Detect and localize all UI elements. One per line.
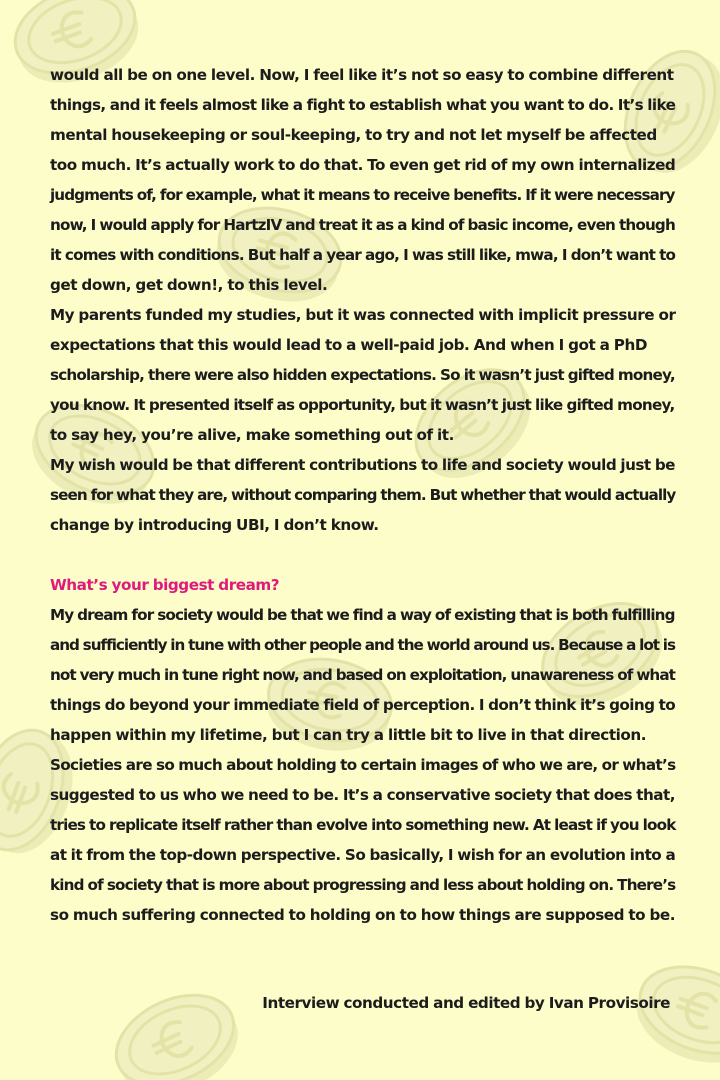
text-line: not very much in tune right now, and based on exploitation, unawareness of what xyxy=(50,666,675,684)
text-line: it comes with conditions. But half a year ago, I was still like, mwa, I don’t want to xyxy=(50,246,676,264)
text-line: so much suffering connected to holding on to how things are supposed to be. xyxy=(50,906,675,924)
euro-coin-icon xyxy=(102,978,252,1080)
paragraph-wish xyxy=(50,450,675,540)
text-line: seen for what they are, without comparing them. But whether that would actually xyxy=(50,486,676,504)
paragraph-levels xyxy=(50,60,675,300)
interview-body xyxy=(50,60,675,930)
text-line: expectations that this would lead to a well-paid job. And when I got a PhD xyxy=(50,336,648,354)
text-line: would all be on one level. Now, I feel like it’s not so easy to combine different xyxy=(50,66,674,84)
answer-paragraph-dream xyxy=(50,600,675,750)
text-line: too much. It’s actually work to do that. To even get rid of my own internalized xyxy=(50,156,676,174)
text-line: Societies are so much about holding to certain images of who we are, or what’s xyxy=(50,756,676,774)
text-line: change by introducing UBI, I don’t know. xyxy=(50,516,379,534)
text-line: judgments of, for example, what it means to receive benefits. If it were necessary xyxy=(50,186,675,204)
text-line: now, I would apply for HartzIV and treat it as a kind of basic income, even though xyxy=(50,216,675,234)
text-line: to say hey, you’re alive, make something out of it. xyxy=(50,426,454,444)
interview-credit: Interview conducted and edited by Ivan Provisoire xyxy=(262,994,670,1012)
text-line: kind of society that is more about progressing and less about holding on. There’s xyxy=(50,876,676,894)
question-heading: What’s your biggest dream? xyxy=(50,576,280,594)
text-line: happen within my lifetime, but I can try a little bit to live in that direction. xyxy=(50,726,647,744)
text-line: and sufficiently in tune with other people and the world around us. Because a lot is xyxy=(50,636,675,654)
text-line: things do beyond your immediate field of perception. I don’t think it’s going to xyxy=(50,696,676,714)
text-line: suggested to us who we need to be. It’s a conservative society that does that, xyxy=(50,786,675,804)
text-line: My dream for society would be that we find a way of existing that is both fulfilling xyxy=(50,606,675,624)
text-line: at it from the top-down perspective. So basically, I wish for an evolution into a xyxy=(50,846,676,864)
answer-paragraph-societies xyxy=(50,750,675,930)
text-line: scholarship, there were also hidden expectations. So it wasn’t just gifted money, xyxy=(50,366,675,384)
text-line: tries to replicate itself rather than evolve into something new. At least if you look xyxy=(50,816,676,834)
text-line: you know. It presented itself as opportunity, but it wasn’t just like gifted money, xyxy=(50,396,675,414)
text-line: things, and it feels almost like a fight to establish what you want to do. It’s like xyxy=(50,96,676,114)
text-line: My parents funded my studies, but it was connected with implicit pressure or xyxy=(50,306,676,324)
paragraph-parents xyxy=(50,300,675,450)
text-line: get down, get down!, to this level. xyxy=(50,276,328,294)
text-line: mental housekeeping or soul-keeping, to try and not let myself be affected xyxy=(50,126,657,144)
text-line: My wish would be that different contributions to life and society would just be xyxy=(50,456,675,474)
